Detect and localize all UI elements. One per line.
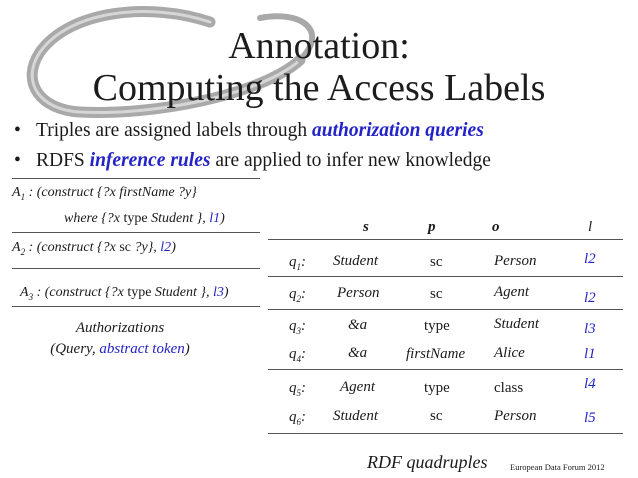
cell-label: l5 xyxy=(584,410,596,426)
keyword: authorization queries xyxy=(312,120,484,141)
column-header-p: p xyxy=(428,219,436,235)
slide-title-line2: Computing the Access Labels xyxy=(92,67,546,109)
column-header-l: l xyxy=(588,219,593,235)
cell-object: Agent xyxy=(494,284,529,300)
cell-predicate: type xyxy=(424,318,450,334)
table-top-rule xyxy=(268,239,623,240)
label-l2: l2 xyxy=(160,240,172,255)
divider xyxy=(12,178,260,179)
slide-title-line1: Annotation: xyxy=(228,25,410,67)
bullet-item: • RDFS inference rules are applied to infer new knowledge xyxy=(14,146,491,176)
cell-subject: Person xyxy=(337,285,380,301)
cell-object: class xyxy=(494,380,524,396)
cell-object: Alice xyxy=(494,345,525,361)
row-rule xyxy=(268,276,623,277)
quad-id: $q_6$: xyxy=(289,409,306,427)
quad-id: $q_1$: xyxy=(289,254,306,272)
cell-object: Student xyxy=(494,316,539,332)
authorization-a3: $A_3$ : (construct {?x type Student }, l3) xyxy=(20,285,229,302)
cell-subject: &a xyxy=(348,345,368,361)
cell-label: l1 xyxy=(584,346,596,362)
authorization-a1: $A_1$ : (construct {?x firstName ?y} where {?x type Student }, l1) xyxy=(12,185,225,226)
cell-label: l4 xyxy=(584,376,596,392)
label-l1: l1 xyxy=(209,210,221,226)
authorizations-caption: Authorizations (Query, abstract token) xyxy=(50,320,190,357)
cell-predicate: sc xyxy=(430,408,443,424)
quad-id: $q_3$: xyxy=(289,318,306,336)
column-header-o: o xyxy=(492,219,500,235)
quad-id: $q_4$: xyxy=(289,346,306,364)
keyword: inference rules xyxy=(89,150,211,171)
quad-id: $q_5$: xyxy=(289,380,306,398)
cell-subject: Student xyxy=(333,408,378,424)
cell-subject: Agent xyxy=(340,379,375,395)
authorization-a2: $A_2$ : (construct {?x sc ?y}, l2) xyxy=(12,240,176,257)
cell-object: Person xyxy=(494,408,537,424)
divider xyxy=(12,306,260,307)
cell-predicate: sc xyxy=(430,254,443,270)
cell-predicate: type xyxy=(424,380,450,396)
column-header-s: s xyxy=(363,219,369,235)
quad-id: $q_2$: xyxy=(289,286,306,304)
cell-label: l3 xyxy=(584,321,596,337)
footer-credit: European Data Forum 2012 xyxy=(510,462,605,472)
cell-label: l2 xyxy=(584,290,596,306)
bullet-list xyxy=(14,116,491,176)
row-rule xyxy=(268,369,623,370)
table-caption: RDF quadruples xyxy=(367,452,488,472)
cell-subject: Student xyxy=(333,253,378,269)
cell-object: Person xyxy=(494,253,537,269)
cell-label: l2 xyxy=(584,251,596,267)
cell-predicate: sc xyxy=(430,286,443,302)
abstract-token-label: abstract token xyxy=(99,341,185,357)
cell-subject: &a xyxy=(348,317,368,333)
bullet-icon: • xyxy=(14,150,21,171)
divider xyxy=(12,268,260,269)
cell-predicate: firstName xyxy=(406,346,466,362)
divider xyxy=(12,232,260,233)
table-bottom-rule xyxy=(268,433,623,434)
row-rule xyxy=(268,309,623,310)
bullet-icon: • xyxy=(14,120,21,141)
bullet-item: • Triples are assigned labels through authorization queries xyxy=(14,116,491,146)
label-l3: l3 xyxy=(213,285,224,300)
